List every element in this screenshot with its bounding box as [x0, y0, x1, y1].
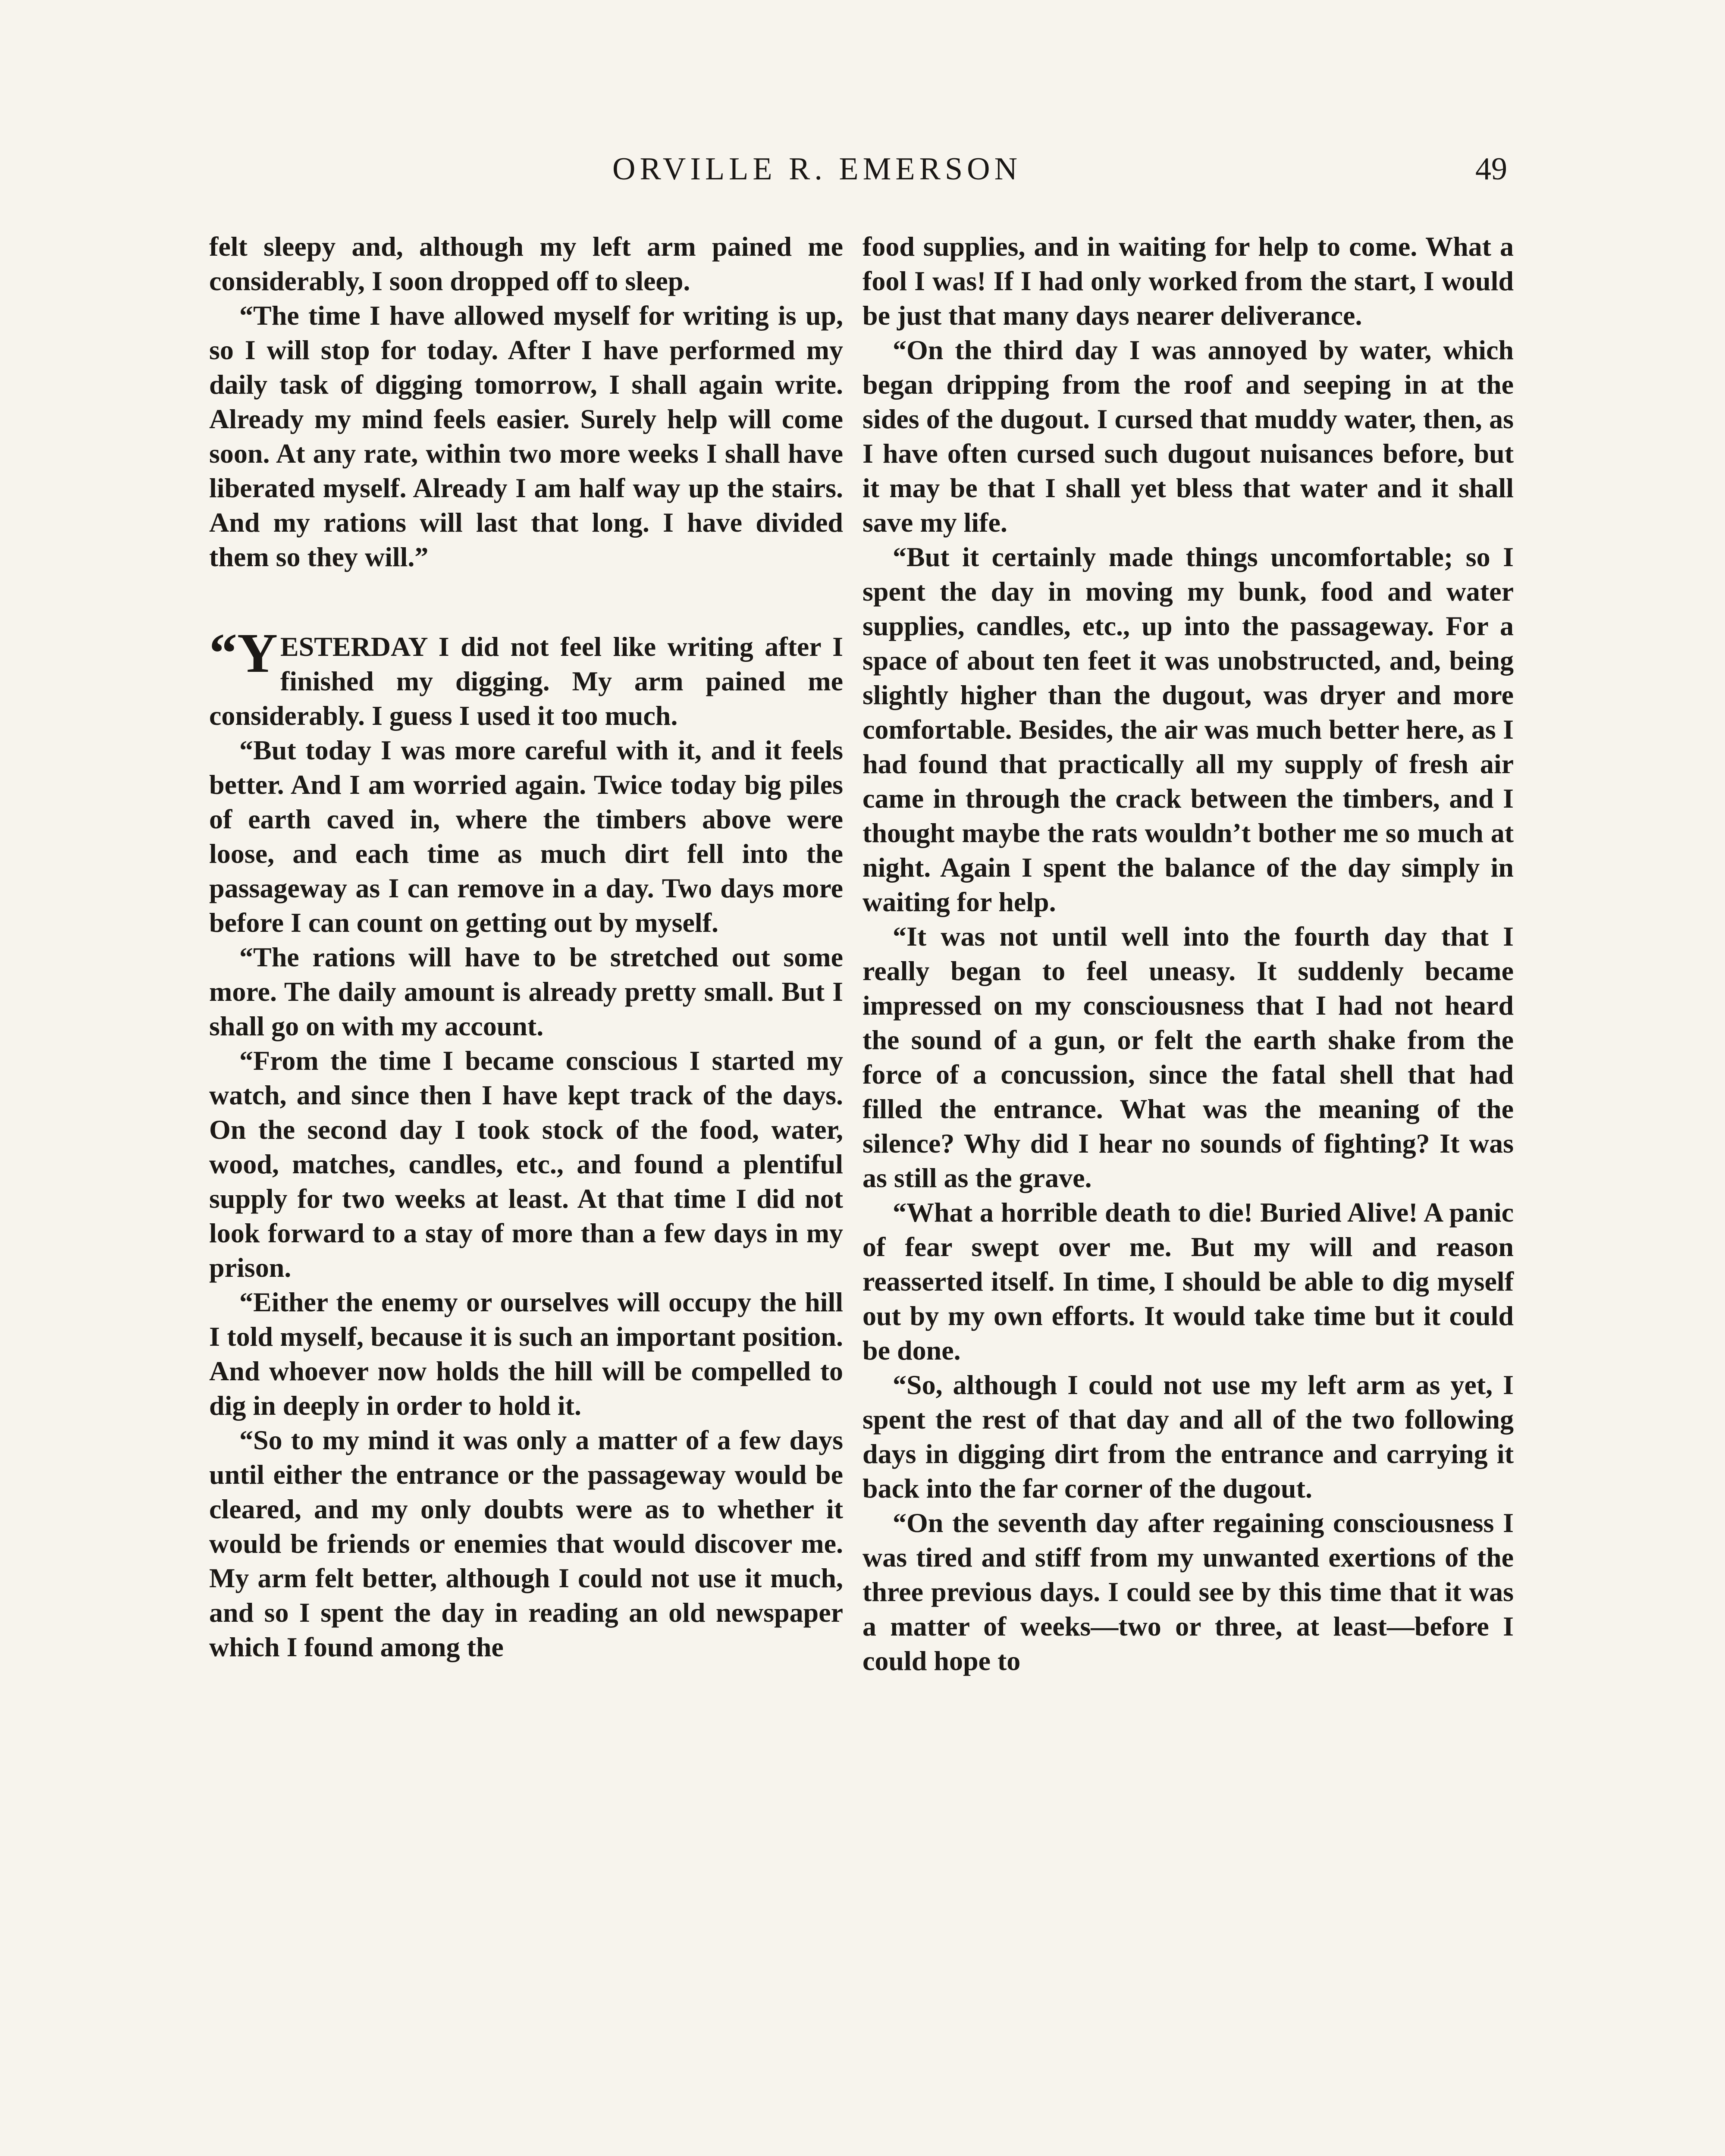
paragraph: felt sleepy and, although my left arm pained me considerably, I soon dropped off to sleep. — [209, 231, 843, 296]
paragraph-text: ESTERDAY I did not feel like writing after I finished my digging. My arm pained me considerably. I guess I used it too much. — [209, 631, 843, 731]
paragraph: “Either the enemy or ourselves will occupy the hill I told myself, because it is such an important position. And whoever now holds the hill will be compelled to dig in deeply in order to hold it. — [209, 1287, 843, 1421]
paragraph: “From the time I became conscious I started my watch, and since then I have kept track of the days. On the second day I took stock of the food, water, wood, matches, candles, etc., and found a plentiful supply for two weeks at least. At that time I did not look forward to a stay of more than a few days in my prison. — [209, 1045, 843, 1283]
paragraph: “It was not until well into the fourth day that I really began to feel uneasy. It suddenly became impressed on my consciousness that I had not heard the sound of a gun, or felt the earth shake from the force of a concussion, since the fatal shell that had filled the entrance. What was the meaning of the silence? Why did I hear no sounds of fighting? It was as still as the grave. — [862, 921, 1514, 1193]
section-opening-paragraph — [209, 622, 843, 733]
paragraph: food supplies, and in waiting for help to come. What a fool I was! If I had only worked from the start, I would be just that many days nearer deliverance. — [862, 231, 1514, 331]
page-header-title: ORVILLE R. EMERSON — [612, 151, 1022, 187]
paragraph: “So to my mind it was only a matter of a few days until either the entrance or the passageway would be cleared, and my only doubts were as to whether it would be friends or enemies that would discover me. My arm felt better, although I could not use it much, and so I spent the day in reading an old newspaper which I found among the — [209, 1425, 843, 1662]
paragraph: “On the seventh day after regaining consciousness I was tired and stiff from my unwanted exertions of the three previous days. I could see by this time that it was a matter of weeks—two or three, at least—before I could hope to — [862, 1507, 1514, 1676]
paragraph: “On the third day I was annoyed by water, which began dripping from the roof and seeping in at the sides of the dugout. I cursed that muddy water, then, as I have often cursed such dugout nuisances before, but it may be that I shall yet bless that water and it shall save my life. — [862, 335, 1514, 538]
paragraph: “But it certainly made things uncomfortable; so I spent the day in moving my bunk, food and water supplies, candles, etc., up into the passageway. For a space of about ten feet it was unobstructed, and, being slightly higher than the dugout, was dryer and more comfortable. Besides, the air was much better here, as I had found that practically all my supply of fresh air came in through the crack between the timbers, and I thought maybe the rats wouldn’t bother me so much at night. Again I spent the balance of the day simply in waiting for help. — [862, 542, 1514, 917]
right-column — [862, 229, 1514, 1678]
left-column — [209, 229, 843, 1664]
drop-cap: “Y — [209, 622, 278, 684]
paragraph: “What a horrible death to die! Buried Alive! A panic of fear swept over me. But my will and reason reasserted itself. In time, I should be able to dig myself out by my own efforts. It would take time but it could be done. — [862, 1197, 1514, 1366]
paragraph: “The time I have allowed myself for writing is up, so I will stop for today. After I have performed my daily task of digging tomorrow, I shall again write. Already my mind feels easier. Surely help will come soon. At any rate, within two more weeks I shall have liberated myself. Already I am half way up the stairs. And my rations will last that long. I have divided them so they will.” — [209, 300, 843, 572]
running-head — [0, 151, 1725, 203]
page-number: 49 — [1475, 151, 1507, 187]
paragraph: “So, although I could not use my left arm as yet, I spent the rest of that day and all of the two following days in digging dirt from the entrance and carrying it back into the far corner of the dugout. — [862, 1369, 1514, 1504]
paragraph: “The rations will have to be stretched out some more. The daily amount is already pretty small. But I shall go on with my account. — [209, 942, 843, 1041]
paragraph: “But today I was more careful with it, and it feels better. And I am worried again. Twice today big piles of earth caved in, where the timbers above were loose, and each time as much dirt fell into the passageway as I can remove in a day. Two days more before I can count on getting out by myself. — [209, 735, 843, 938]
